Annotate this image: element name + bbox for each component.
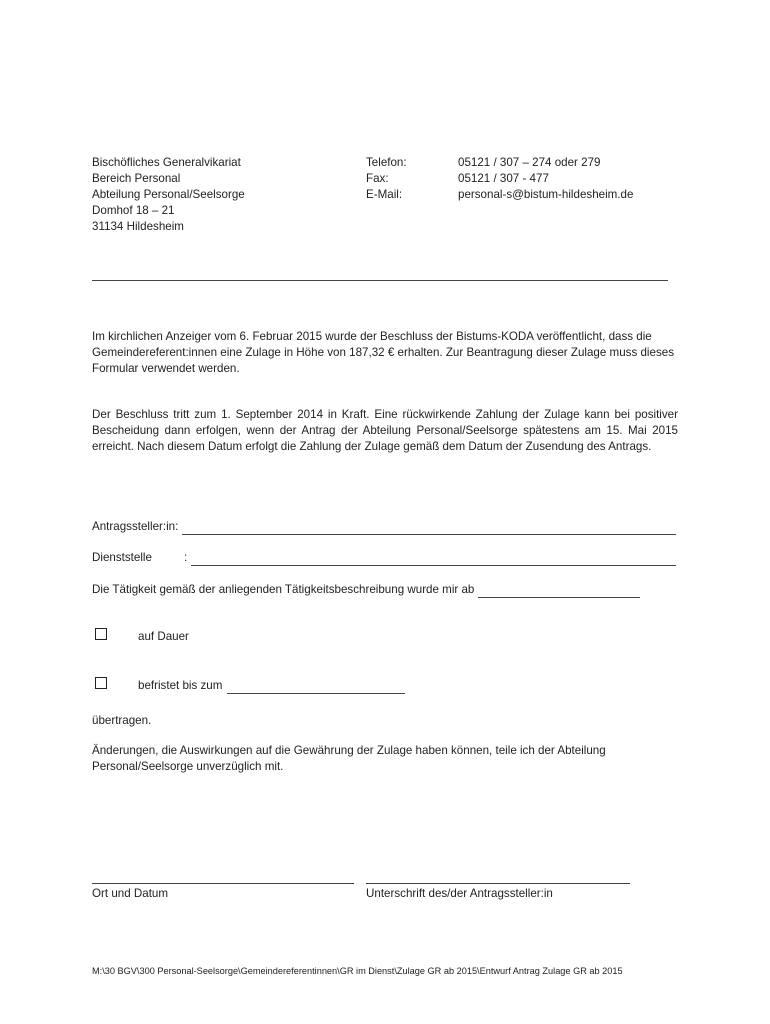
activity-start-input-line[interactable] <box>478 586 640 598</box>
transferred-text: übertragen. <box>92 714 152 727</box>
header-divider <box>92 280 668 281</box>
permanent-checkbox[interactable] <box>95 628 107 640</box>
limited-option-row <box>138 678 405 694</box>
applicant-field-row <box>92 519 676 535</box>
file-path-footer: M:\30 BGV\300 Personal-Seelsorge\Gemeindereferentinnen\GR im Dienst\Zulage GR ab 2015\Entwurf Antrag Zulage GR ab 2015 <box>92 966 623 976</box>
signature-line[interactable] <box>366 883 630 884</box>
fax-value: 05121 / 307 - 477 <box>458 172 549 185</box>
office-label: Dienststelle <box>92 551 152 564</box>
limited-checkbox[interactable] <box>95 677 107 689</box>
office-field-row <box>92 550 676 566</box>
permanent-option-label: auf Dauer <box>138 630 189 643</box>
changes-note: Änderungen, die Auswirkungen auf die Gewährung der Zulage haben können, teile ich der Abteilung Personal/Seelsorge unverzüglich mit. <box>92 744 606 774</box>
phone-value: 05121 / 307 – 274 oder 279 <box>458 156 601 169</box>
effective-date-paragraph: Der Beschluss tritt zum 1. September 2014 in Kraft. Eine rückwirkende Zahlung der Zulage kann bei positiver Bescheidung dann erfolgen, wenn der Antrag der Abteilung Personal/Seelsorge spätestens am 15. Mai 2015 erreicht. Nach diesem Datum erfolgt die Zahlung der Zulage gemäß dem Datum der Zusendung des Antrags. <box>92 408 678 454</box>
contact-values <box>458 155 633 203</box>
address-line: 31134 Hildesheim <box>92 220 184 233</box>
activity-label: Die Tätigkeit gemäß der anliegenden Tätigkeitsbeschreibung wurde mir ab <box>92 583 475 596</box>
office-input-line[interactable] <box>191 554 676 566</box>
activity-field-row <box>92 582 676 598</box>
fax-label: Fax: <box>366 172 389 185</box>
address-line: Domhof 18 – 21 <box>92 204 175 217</box>
place-date-label: Ort und Datum <box>92 887 169 900</box>
phone-label: Telefon: <box>366 156 407 169</box>
contact-labels <box>366 155 407 203</box>
limited-until-input-line[interactable] <box>227 682 405 694</box>
email-value: personal-s@bistum-hildesheim.de <box>458 188 634 201</box>
signature-label: Unterschrift des/der Antragssteller:in <box>366 887 553 900</box>
office-colon: : <box>184 551 188 564</box>
intro-paragraph: Im kirchlichen Anzeiger vom 6. Februar 2015 wurde der Beschluss der Bistums-KODA veröffentlicht, dass die Gemeindereferent:innen eine Zulage in Höhe von 187,32 € erhalten. Zur Beantragung dieser Zulage muss dieses Formular verwendet werden. <box>92 330 674 376</box>
applicant-label: Antragssteller:in: <box>92 520 179 533</box>
place-date-line[interactable] <box>92 883 354 884</box>
applicant-input-line[interactable] <box>182 523 676 535</box>
limited-option-label: befristet bis zum <box>138 679 223 692</box>
address-line: Bereich Personal <box>92 172 181 185</box>
address-line: Abteilung Personal/Seelsorge <box>92 188 245 201</box>
email-label: E-Mail: <box>366 188 403 201</box>
address-line: Bischöfliches Generalvikariat <box>92 156 241 169</box>
sender-address <box>92 155 245 235</box>
